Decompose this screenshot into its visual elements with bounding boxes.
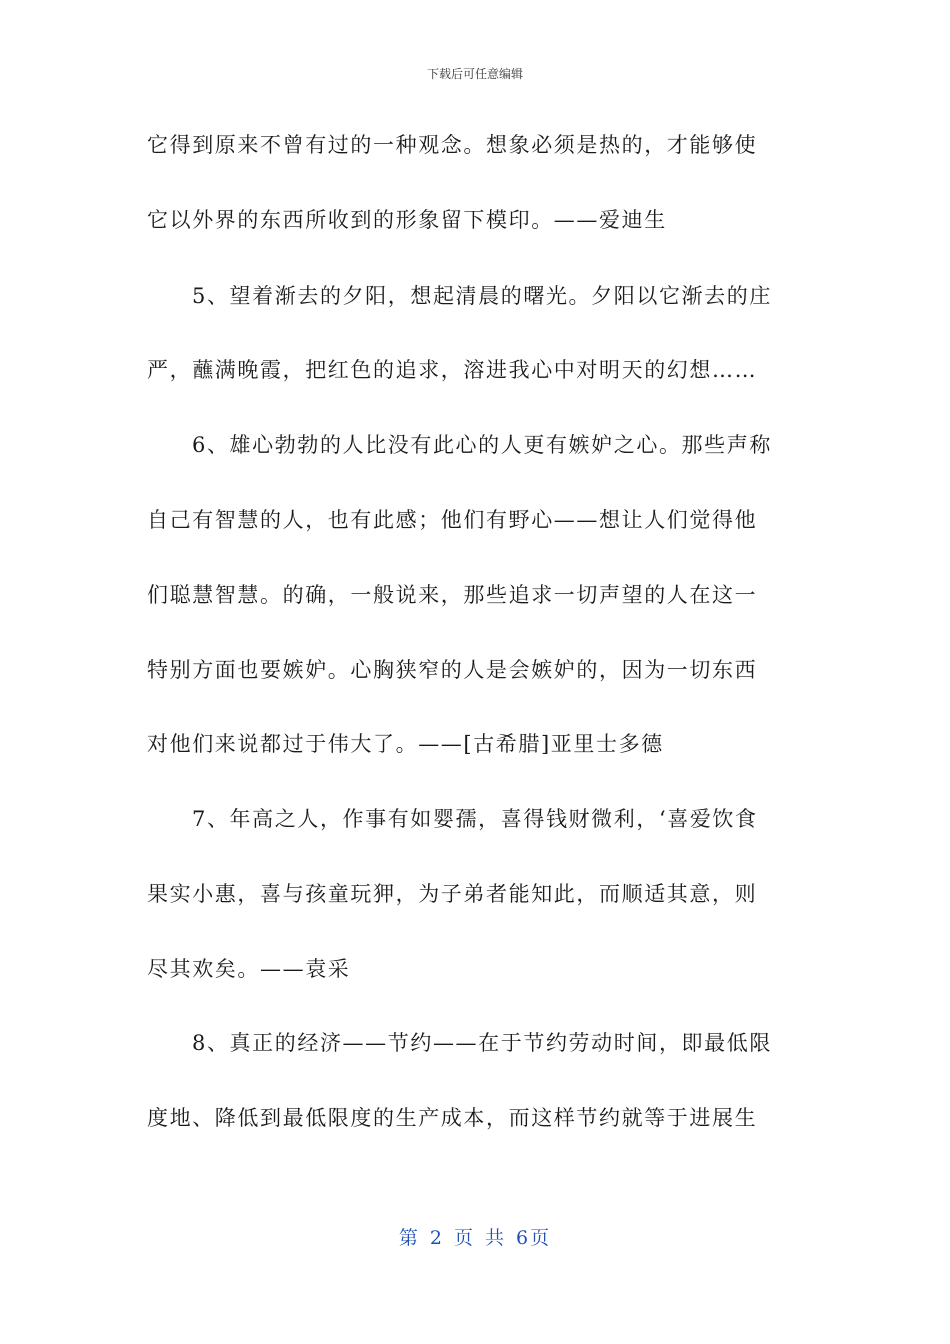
page-footer (0, 1226, 950, 1250)
paragraph-8-start: 8、真正的经济——节约——在于节约劳动时间，即最低限 (192, 1031, 772, 1055)
text-line: 它得到原来不曾有过的一种观念。想象必须是热的，才能够使 (147, 133, 758, 157)
footer-total-pages: 6页 (516, 1227, 552, 1249)
footer-prefix: 第 (398, 1227, 420, 1249)
text-line: 果实小惠，喜与孩童玩狎，为子弟者能知此，而顺适其意，则 (147, 882, 758, 906)
paragraph-7-start: 7、年高之人，作事有如婴孺，喜得钱财微利，‘喜爱饮食 (192, 807, 758, 831)
text-line: 特别方面也要嫉妒。心胸狭窄的人是会嫉妒的，因为一切东西 (147, 658, 758, 682)
paragraph-6-start: 6、雄心勃勃的人比没有此心的人更有嫉妒之心。那些声称 (192, 433, 772, 457)
footer-current-page: 2 (429, 1227, 444, 1249)
text-line: 严，蘸满晚霞，把红色的追求，溶进我心中对明天的幻想…… (147, 358, 758, 382)
text-line: 对他们来说都过于伟大了。——[古希腊]亚里士多德 (147, 732, 664, 756)
text-line: 自己有智慧的人，也有此感；他们有野心——想让人们觉得他 (147, 508, 758, 532)
paragraph-5-start: 5、望着渐去的夕阳，想起清晨的曙光。夕阳以它渐去的庄 (192, 284, 772, 308)
text-line: 它以外界的东西所收到的形象留下模印。——爱迪生 (147, 208, 667, 232)
page-header: 下载后可任意编辑 (426, 67, 523, 81)
footer-page-word: 页 (453, 1227, 475, 1249)
text-line: 们聪慧智慧。的确，一般说来，那些追求一切声望的人在这一 (147, 583, 758, 607)
footer-total-word: 共 (485, 1227, 507, 1249)
text-line: 尽其欢矣。——袁采 (147, 957, 351, 981)
text-line: 度地、降低到最低限度的生产成本，而这样节约就等于进展生 (147, 1106, 758, 1130)
